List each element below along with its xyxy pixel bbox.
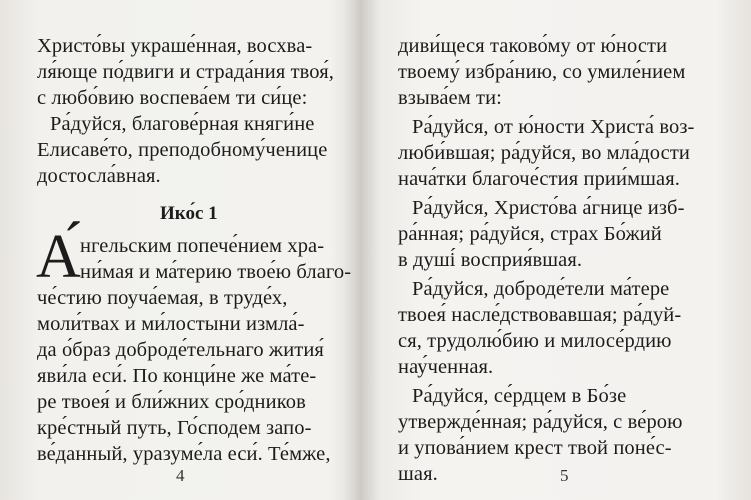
text-line: Ра́дуйся, доброде́тели ма́тере xyxy=(412,278,670,300)
text-line: кре́стный путь, Го́сподем запо- xyxy=(37,417,312,439)
text-line: Ра́дуйся, се́рдцем в Бо́зе xyxy=(412,385,627,407)
text-line: диви́щеся таково́му от ю́ности xyxy=(398,35,668,57)
right-page xyxy=(372,0,751,500)
text-line: с любо́вию воспева́ем ти си́це: xyxy=(37,87,308,109)
text-line: Елисаве́то, преподобному́ченице xyxy=(37,139,328,161)
text-line: ра́нная; ра́дуйся, страх Бо́жий xyxy=(398,223,662,245)
text-line: ся, трудолю́бию и милосе́рдию xyxy=(398,330,672,352)
left-page xyxy=(0,0,372,500)
text-line: ре твоея́ и бли́жних сро́дников xyxy=(37,391,306,413)
text-line: взыва́ем ти: xyxy=(398,87,502,109)
text-line: достосла́вная. xyxy=(37,165,161,187)
section-heading: Ико́с 1 xyxy=(160,203,218,224)
text-line: твоея́ насле́дствовавшая; ра́дуй- xyxy=(398,304,682,326)
text-line: ни́мая и ма́терию твое́ю благо- xyxy=(80,261,352,283)
text-line: Ра́дуйся, Христо́ва а́гнице изб- xyxy=(412,197,685,219)
text-line: ве́данный, уразуме́ла еси́. Те́мже, xyxy=(37,443,331,465)
text-line: моли́твах и ми́лостыни измла́- xyxy=(37,313,305,335)
text-line: да о́браз доброде́тельнаго жития́ xyxy=(37,339,324,361)
text-line: Ра́дуйся, благове́рная княги́не xyxy=(50,113,315,135)
text-line: ля́юще по́двиги и страда́ния твоя́, xyxy=(37,61,334,83)
text-line: нача́тки благоче́стия прии́мшая. xyxy=(398,168,680,190)
drop-cap: А́ xyxy=(36,223,81,291)
text-line: че́стию поуча́емая, в труде́х, xyxy=(37,287,288,309)
text-line: яви́ла еси́. По конци́не же ма́те- xyxy=(37,365,317,387)
page-number: 4 xyxy=(176,466,185,485)
text-line: в душі́ восприя́вшая. xyxy=(398,249,583,271)
text-line: нгельским попече́нием хра- xyxy=(80,235,325,257)
text-line: утвержде́нная; ра́дуйся, с ве́рою xyxy=(398,411,683,433)
page-number: 5 xyxy=(560,466,569,485)
text-line: люби́вшая; ра́дуйся, во мла́дости xyxy=(398,142,690,164)
text-line: шая. xyxy=(398,463,438,485)
text-line: Христо́вы украше́нная, восхва- xyxy=(37,35,313,57)
text-line: и упова́нием крест твой поне́с- xyxy=(398,437,672,459)
text-line: твоему́ избра́нию, со умиле́нием xyxy=(398,61,686,83)
text-line: нау́ченная. xyxy=(398,356,494,378)
text-line: Ра́дуйся, от ю́ности Христа́ воз- xyxy=(412,116,695,138)
